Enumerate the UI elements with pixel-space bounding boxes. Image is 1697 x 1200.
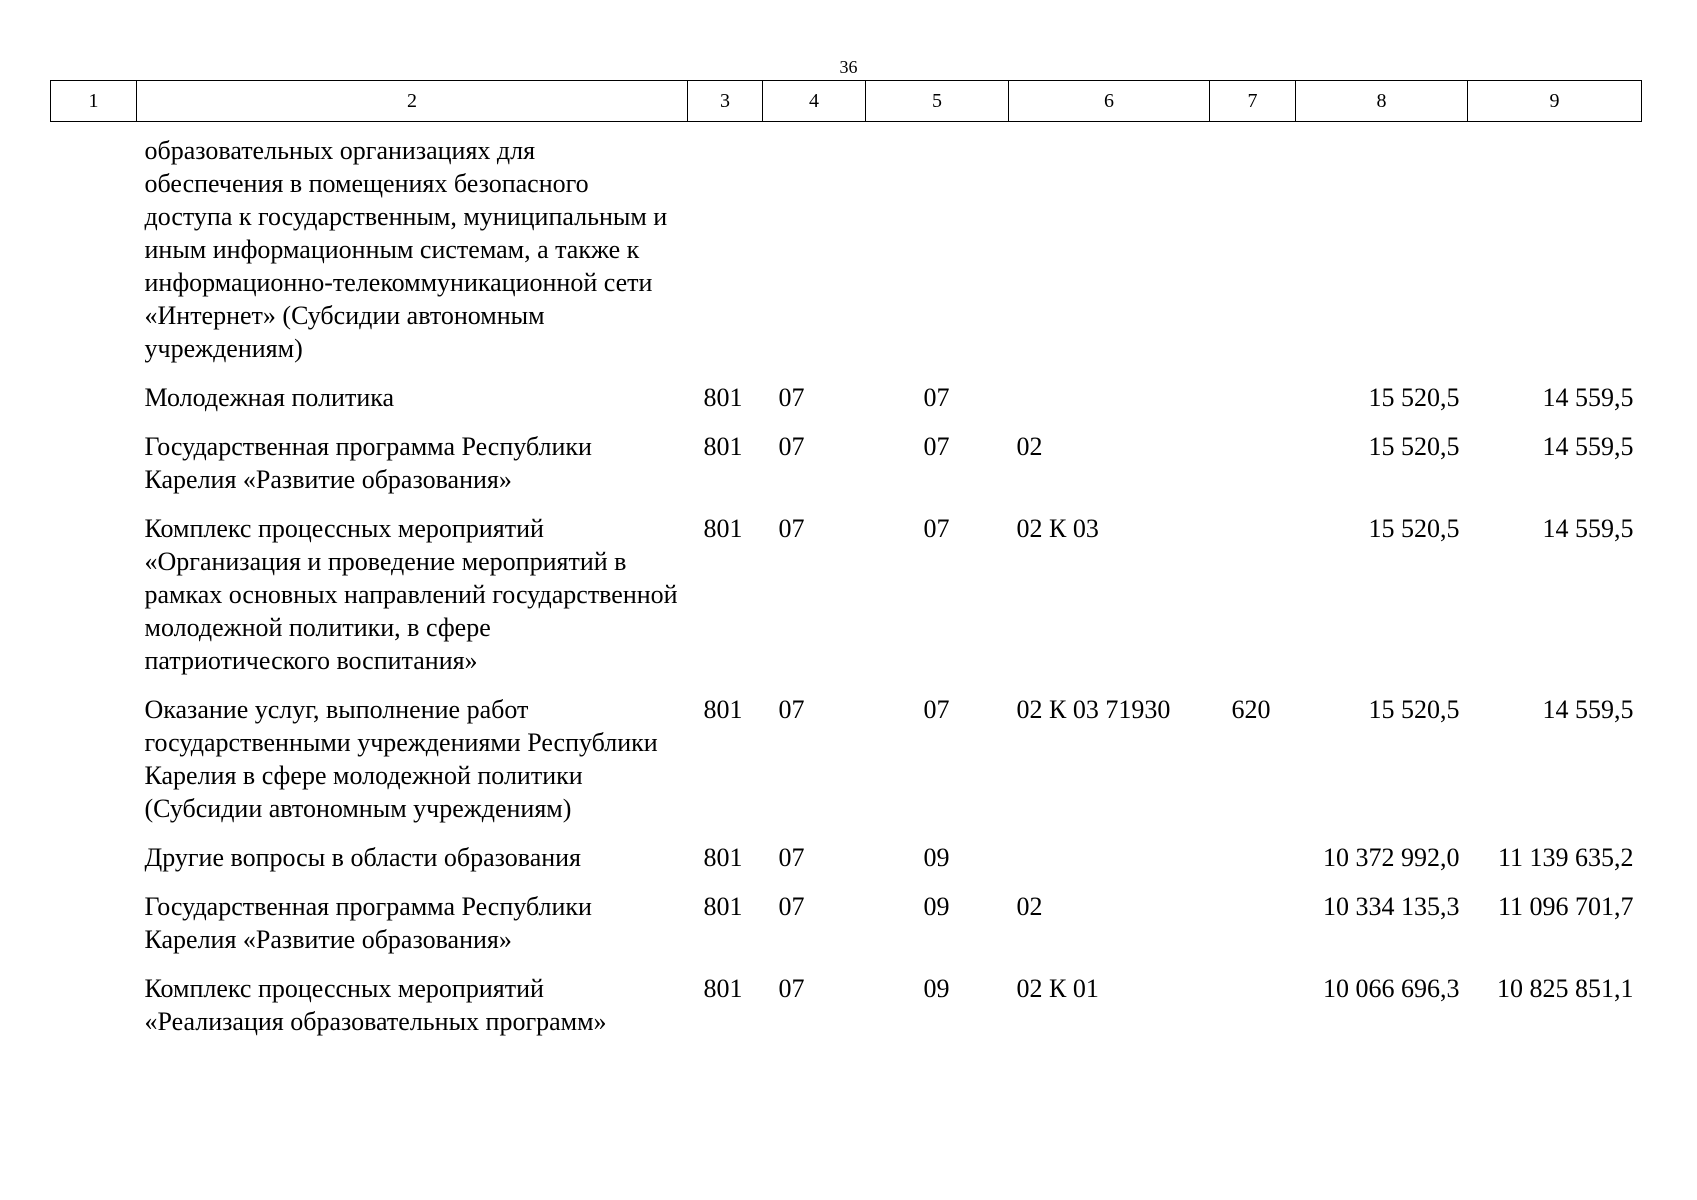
cell-name: Комплекс процессных мероприятий «Организация и проведение мероприятий в рамках основных направлений государственной молодежной политики, в сфере патриотического воспитания» [144,514,678,675]
column-header-4: 4 [763,81,866,122]
cell-amount-year-2: 14 559,5 [1542,514,1634,543]
cell-name: Государственная программа Республики Карелия «Развитие образования» [144,892,592,954]
cell-subsection: 09 [923,892,950,921]
cell-section: 07 [778,383,805,412]
cell-admin-code: 801 [703,974,743,1003]
cell-subsection: 09 [923,843,950,872]
cell-target-article: 02 К 03 [1016,514,1099,543]
cell-target-article: 02 К 01 [1016,974,1099,1003]
cell-amount-year-1: 15 520,5 [1368,695,1460,724]
cell-amount-year-1: 10 066 696,3 [1323,974,1460,1003]
cell-admin-code: 801 [703,695,743,724]
column-header-5: 5 [866,81,1009,122]
cell-expense-type [1210,122,1296,382]
column-header-3: 3 [688,81,763,122]
column-header-6: 6 [1009,81,1210,122]
cell-col1 [51,693,137,841]
cell-subsection: 09 [923,974,950,1003]
cell-expense-type [1210,972,1296,1054]
cell-expense-type: 620 [1231,695,1271,724]
cell-amount-year-1: 15 520,5 [1368,383,1460,412]
column-header-8: 8 [1296,81,1468,122]
cell-expense-type [1210,841,1296,890]
cell-amount-year-1: 10 372 992,0 [1323,843,1460,872]
cell-col1 [51,841,137,890]
cell-amount-year-2: 11 139 635,2 [1497,843,1634,872]
table-row [51,890,1642,972]
cell-amount-year-2: 14 559,5 [1542,695,1634,724]
cell-admin-code: 801 [703,383,743,412]
table-body [51,122,1642,1055]
cell-name: Комплекс процессных мероприятий «Реализация образовательных программ» [144,974,607,1036]
cell-amount-year-2: 14 559,5 [1542,383,1634,412]
column-header-7: 7 [1210,81,1296,122]
cell-target-article: 02 [1016,432,1043,461]
cell-col1 [51,381,137,430]
cell-subsection: 07 [923,695,950,724]
page-number: 36 [839,57,858,77]
column-header-2: 2 [137,81,688,122]
cell-col1 [51,430,137,512]
cell-admin-code [688,122,763,382]
cell-admin-code: 801 [703,892,743,921]
cell-target-article: 02 К 03 71930 [1016,695,1171,724]
cell-subsection: 07 [923,432,950,461]
cell-amount-year-2: 11 096 701,7 [1497,892,1634,921]
cell-name: Оказание услуг, выполнение работ государственными учреждениями Республики Карелия в сфере молодежной политики (Субсидии автономным учреждениям) [144,695,658,823]
cell-col1 [51,122,137,382]
cell-col1 [51,512,137,693]
cell-section: 07 [778,974,805,1003]
table-row [51,841,1642,890]
cell-subsection [866,122,1009,382]
cell-admin-code: 801 [703,432,743,461]
cell-name: Государственная программа Республики Карелия «Развитие образования» [144,432,592,494]
cell-name: Молодежная политика [144,383,395,412]
table-row [51,381,1642,430]
table-row [51,430,1642,512]
column-header-9: 9 [1468,81,1642,122]
cell-amount-year-1: 15 520,5 [1368,432,1460,461]
cell-amount-year-1 [1296,122,1468,382]
table-header-row [51,81,1642,122]
cell-section: 07 [778,843,805,872]
cell-admin-code: 801 [703,514,743,543]
table-row [51,693,1642,841]
cell-target-article [1009,122,1210,382]
cell-name: образовательных организациях для обеспечения в помещениях безопасного доступа к государственным, муниципальным и иным информационным системам, а также к информационно-телекоммуникационной сети «Интернет» (Субсидии автономным учреждениям) [144,136,668,363]
cell-section [763,122,866,382]
cell-section: 07 [778,432,805,461]
cell-amount-year-2: 10 825 851,1 [1497,974,1634,1003]
cell-section: 07 [778,514,805,543]
cell-section: 07 [778,892,805,921]
column-header-1: 1 [51,81,137,122]
cell-amount-year-1: 15 520,5 [1368,514,1460,543]
cell-amount-year-2 [1468,122,1642,382]
cell-expense-type [1210,512,1296,693]
table-row [51,972,1642,1054]
budget-table-container [50,80,1641,1054]
cell-amount-year-2: 14 559,5 [1542,432,1634,461]
table-row [51,512,1642,693]
cell-target-article [1009,381,1210,430]
budget-table [50,80,1642,1054]
cell-admin-code: 801 [703,843,743,872]
table-row [51,122,1642,382]
cell-expense-type [1210,430,1296,512]
cell-section: 07 [778,695,805,724]
cell-expense-type [1210,890,1296,972]
cell-amount-year-1: 10 334 135,3 [1323,892,1460,921]
cell-name: Другие вопросы в области образования [144,843,582,872]
cell-target-article [1009,841,1210,890]
cell-col1 [51,972,137,1054]
cell-subsection: 07 [923,514,950,543]
cell-target-article: 02 [1016,892,1043,921]
cell-col1 [51,890,137,972]
cell-expense-type [1210,381,1296,430]
cell-subsection: 07 [923,383,950,412]
